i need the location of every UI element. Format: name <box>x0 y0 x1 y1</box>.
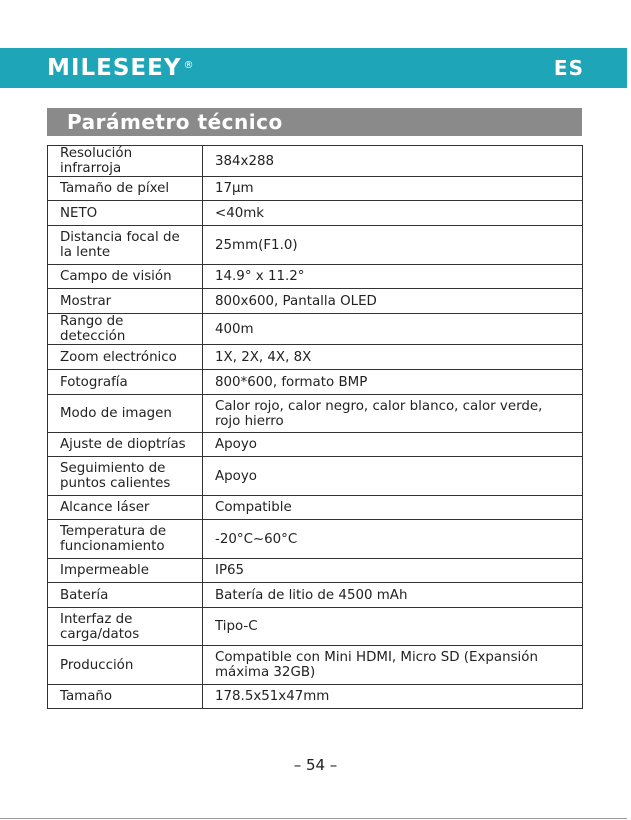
spec-value: 384x288 <box>203 146 583 177</box>
spec-value: Apoyo <box>203 457 583 496</box>
spec-row <box>48 289 583 314</box>
spec-row <box>48 265 583 289</box>
spec-value: 1X, 2X, 4X, 8X <box>203 345 583 370</box>
spec-key: Interfaz de carga/datos <box>48 608 203 646</box>
page-number: – 54 – <box>293 756 338 774</box>
page-edge <box>627 0 631 820</box>
spec-value: 178.5x51x47mm <box>203 685 583 709</box>
spec-row <box>48 345 583 370</box>
spec-key: NETO <box>48 201 203 226</box>
spec-row <box>48 496 583 520</box>
spec-value: 800x600, Pantalla OLED <box>203 289 583 314</box>
spec-key: Modo de imagen <box>48 395 203 433</box>
spec-row <box>48 457 583 496</box>
spec-value: 400m <box>203 314 583 345</box>
spec-key: Tamaño de píxel <box>48 177 203 201</box>
spec-value: Calor rojo, calor negro, calor blanco, calor verde, rojo hierro <box>203 395 583 433</box>
spec-row <box>48 177 583 201</box>
language-code: ES <box>553 56 584 80</box>
spec-row <box>48 201 583 226</box>
spec-key: Resolución infrarroja <box>48 146 203 177</box>
spec-key: Ajuste de dioptrías <box>48 433 203 457</box>
spec-row <box>48 608 583 646</box>
spec-key: Seguimiento de puntos calientes <box>48 457 203 496</box>
spec-key: Campo de visión <box>48 265 203 289</box>
spec-value: Apoyo <box>203 433 583 457</box>
spec-key: Temperatura de funcionamiento <box>48 520 203 559</box>
spec-key: Zoom electrónico <box>48 345 203 370</box>
spec-key: Alcance láser <box>48 496 203 520</box>
spec-value: 14.9° x 11.2° <box>203 265 583 289</box>
spec-value: Compatible <box>203 496 583 520</box>
brand-logo <box>47 51 194 85</box>
spec-key: Producción <box>48 646 203 685</box>
spec-key: Tamaño <box>48 685 203 709</box>
bottom-rule <box>0 818 627 819</box>
spec-value: 17μm <box>203 177 583 201</box>
brand-name: MILESEEY <box>47 55 182 81</box>
spec-row <box>48 226 583 265</box>
spec-value: IP65 <box>203 559 583 583</box>
spec-row <box>48 370 583 395</box>
spec-row <box>48 395 583 433</box>
spec-key: Distancia focal de la lente <box>48 226 203 265</box>
spec-value: 800*600, formato BMP <box>203 370 583 395</box>
section-header <box>47 108 582 136</box>
spec-key: Rango de detección <box>48 314 203 345</box>
spec-key: Impermeable <box>48 559 203 583</box>
spec-row <box>48 433 583 457</box>
spec-row <box>48 559 583 583</box>
spec-row <box>48 685 583 709</box>
spec-key: Batería <box>48 583 203 608</box>
spec-value: Batería de litio de 4500 mAh <box>203 583 583 608</box>
spec-row <box>48 646 583 685</box>
spec-value: Tipo-C <box>203 608 583 646</box>
header-bar <box>0 48 627 88</box>
spec-row <box>48 146 583 177</box>
spec-value: 25mm(F1.0) <box>203 226 583 265</box>
spec-row <box>48 520 583 559</box>
spec-row <box>48 583 583 608</box>
section-title: Parámetro técnico <box>67 110 283 134</box>
spec-key: Mostrar <box>48 289 203 314</box>
spec-key: Fotografía <box>48 370 203 395</box>
spec-value: <40mk <box>203 201 583 226</box>
spec-table <box>47 145 583 709</box>
spec-value: -20°C~60°C <box>203 520 583 559</box>
spec-row <box>48 314 583 345</box>
spec-value: Compatible con Mini HDMI, Micro SD (Expansión máxima 32GB) <box>203 646 583 685</box>
registered-mark: ® <box>183 60 195 71</box>
